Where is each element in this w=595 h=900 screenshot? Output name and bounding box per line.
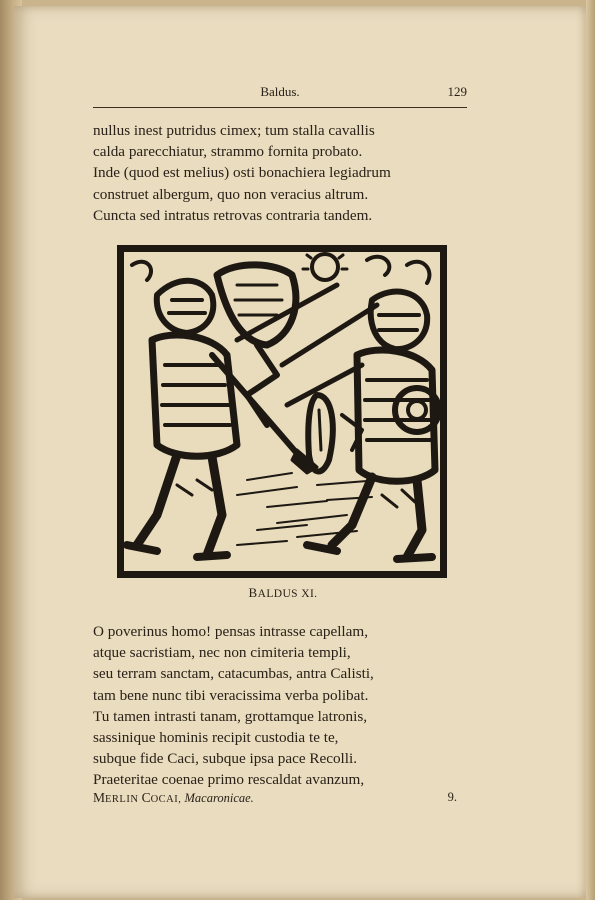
signature-mark: 9. bbox=[447, 790, 457, 804]
verse-line: atque sacristiam, nec non cimiteria templi, bbox=[93, 644, 351, 662]
verse-line: subque fide Caci, subque ipsa pace Recolli. bbox=[93, 750, 358, 768]
verse-line: seu terram sanctam, catacumbas, antra Calisti, bbox=[93, 665, 374, 683]
author-name-first: ERLIN bbox=[105, 794, 139, 805]
caption-text: ALDUS XI. bbox=[257, 588, 318, 600]
work-title: Macaronicae. bbox=[184, 791, 254, 805]
woodcut-battle-scene-image bbox=[117, 245, 447, 578]
verse-block-bottom bbox=[93, 621, 473, 791]
verse-line: O poverinus homo! pensas intrasse capellam, bbox=[93, 623, 368, 640]
author-initial-first: M bbox=[93, 790, 106, 805]
verse-block-top bbox=[93, 120, 473, 226]
woodcut-illustration bbox=[117, 245, 447, 578]
page-header bbox=[93, 84, 467, 102]
author-name-last: OCAI, bbox=[150, 794, 182, 805]
page-footer bbox=[93, 790, 467, 806]
verse-line: tam bene nunc tibi veracissima verba polibat. bbox=[93, 686, 369, 704]
caption-initial: B bbox=[248, 585, 258, 600]
verse-line: Tu tamen intrasti tanam, grottamque latronis, bbox=[93, 707, 368, 725]
verse-line: nullus inest putridus cimex; tum stalla cavallis bbox=[93, 122, 375, 139]
verse-line: Praeteritae coenae primo rescaldat avanzum, bbox=[93, 771, 365, 789]
verse-line: Inde (quod est melius) osti bonachiera legiadrum bbox=[93, 164, 391, 182]
author-initial-last: C bbox=[141, 790, 151, 805]
verse-line: construet albergum, quo non veracius altrum. bbox=[93, 185, 369, 203]
page-number: 129 bbox=[447, 84, 467, 99]
running-title: Baldus. bbox=[260, 84, 300, 99]
verse-line: calda parecchiatur, strammo fornita probato. bbox=[93, 143, 363, 161]
page-edge bbox=[586, 0, 595, 900]
header-rule bbox=[93, 107, 467, 108]
illustration-caption bbox=[93, 585, 473, 601]
verse-line: sassinique hominis recipit custodia te te, bbox=[93, 728, 339, 746]
verse-line: Cuncta sed intratus retrovas contraria tandem. bbox=[93, 206, 373, 224]
